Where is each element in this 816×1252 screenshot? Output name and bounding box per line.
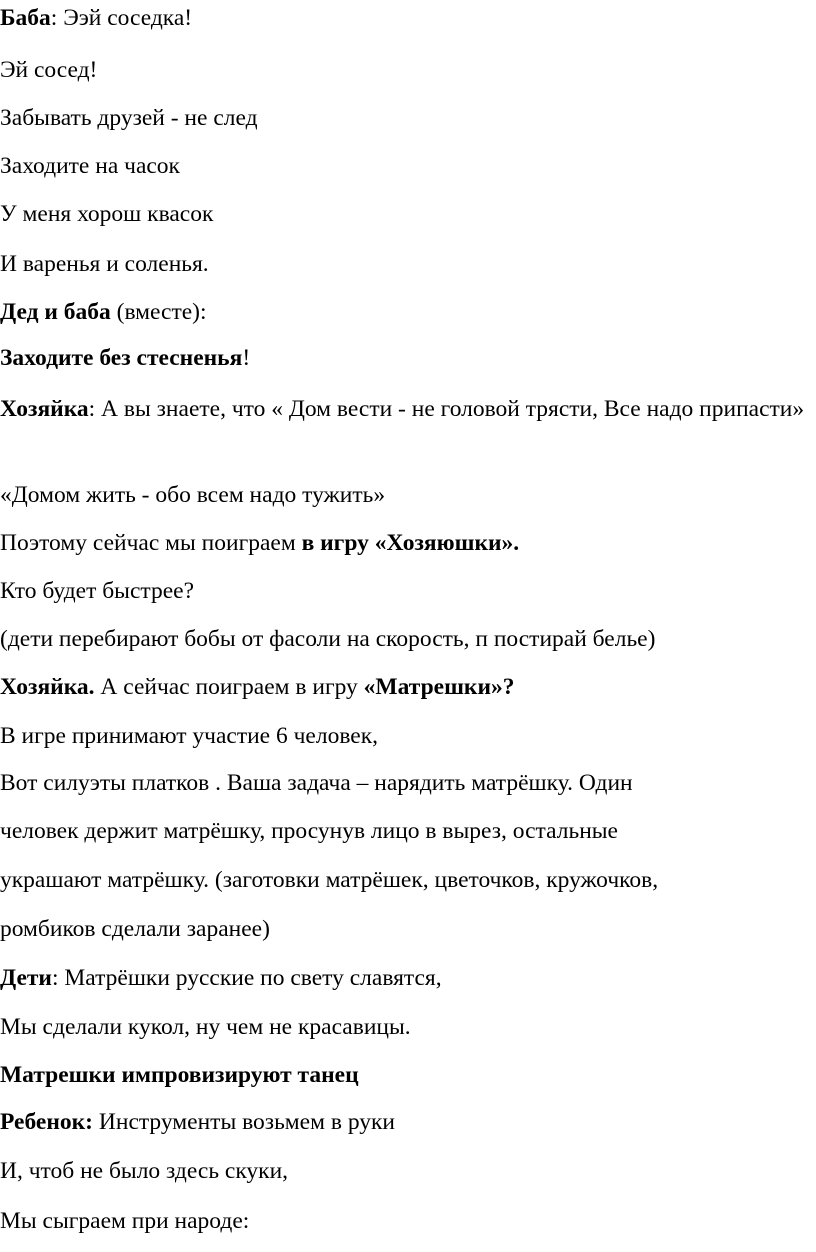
text-line [0, 298, 207, 326]
text-line [0, 344, 250, 372]
text-run: : Ээй соседка! [50, 5, 193, 31]
text-run: (дети перебирают бобы от фасоли на скорость, п постирай белье) [0, 626, 656, 652]
text-run: Заходите на часок [0, 153, 180, 179]
text-line [0, 152, 180, 180]
text-run: Мы сделали кукол, ну чем не красавицы. [0, 1014, 411, 1040]
text-line [0, 722, 378, 750]
text-run: : Матрёшки русские по свету славятся, [51, 965, 442, 991]
bold-text-run: Хозяйка. [0, 674, 95, 700]
text-run: ромбиков сделали заранее) [0, 916, 270, 942]
text-line [0, 964, 442, 992]
text-run: : А вы знаете, что « Дом вести - не головой трясти, Все надо припасти» [88, 396, 805, 422]
text-line [0, 577, 194, 605]
bold-text-run: Матрешки импровизируют танец [0, 1062, 359, 1088]
text-line [0, 4, 192, 32]
bold-text-run: Хозяйка [0, 396, 89, 422]
text-run: Кто будет быстрее? [0, 578, 195, 604]
text-run: А сейчас поиграем в игру [94, 674, 364, 700]
text-line [0, 673, 515, 701]
bold-text-run: «Матрешки»? [363, 674, 515, 700]
text-line [0, 200, 213, 228]
text-run: ! [242, 345, 251, 371]
text-line [0, 250, 209, 278]
bold-text-run: Ребенок: [0, 1109, 94, 1135]
text-line [0, 529, 519, 557]
text-line [0, 817, 618, 845]
text-run: Поэтому сейчас мы поиграем [0, 530, 302, 556]
bold-text-run: в игру «Хозяюшки». [301, 530, 520, 556]
text-line [0, 769, 633, 797]
text-line [0, 1061, 359, 1089]
text-line [0, 395, 812, 423]
text-run: Вот силуэты платков . Ваша задача – нарядить матрёшку. Один [0, 770, 633, 796]
text-line [0, 625, 655, 653]
text-line [0, 1207, 249, 1235]
text-run: У меня хорош квасок [0, 201, 214, 227]
text-line [0, 104, 258, 132]
text-line [0, 1157, 288, 1185]
text-line [0, 1013, 411, 1041]
text-run: человек держит матрёшку, просунув лицо в вырез, остальные [0, 818, 618, 844]
text-line [0, 915, 270, 943]
text-run: И варенья и соленья. [0, 251, 209, 277]
text-line [0, 1108, 395, 1136]
text-line [0, 866, 658, 894]
text-run: Забывать друзей - не след [0, 105, 258, 131]
bold-text-run: Дети [0, 965, 52, 991]
bold-text-run: Дед и баба [0, 299, 111, 325]
text-run: Эй сосед! [0, 57, 98, 83]
text-run: украшают матрёшку. (заготовки матрёшек, цветочков, кружочков, [0, 867, 659, 893]
text-run: Мы сыграем при народе: [0, 1208, 250, 1234]
text-run: (вместе): [110, 299, 207, 325]
bold-text-run: Баба [0, 5, 51, 31]
text-line [0, 56, 97, 84]
bold-text-run: Заходите без стесненья [0, 345, 243, 371]
text-run: «Домом жить - обо всем надо тужить» [0, 482, 386, 508]
text-line [0, 481, 385, 509]
text-run: И, чтоб не было здесь скуки, [0, 1158, 289, 1184]
text-run: Инструменты возьмем в руки [93, 1109, 396, 1135]
text-run: В игре принимают участие 6 человек, [0, 723, 379, 749]
